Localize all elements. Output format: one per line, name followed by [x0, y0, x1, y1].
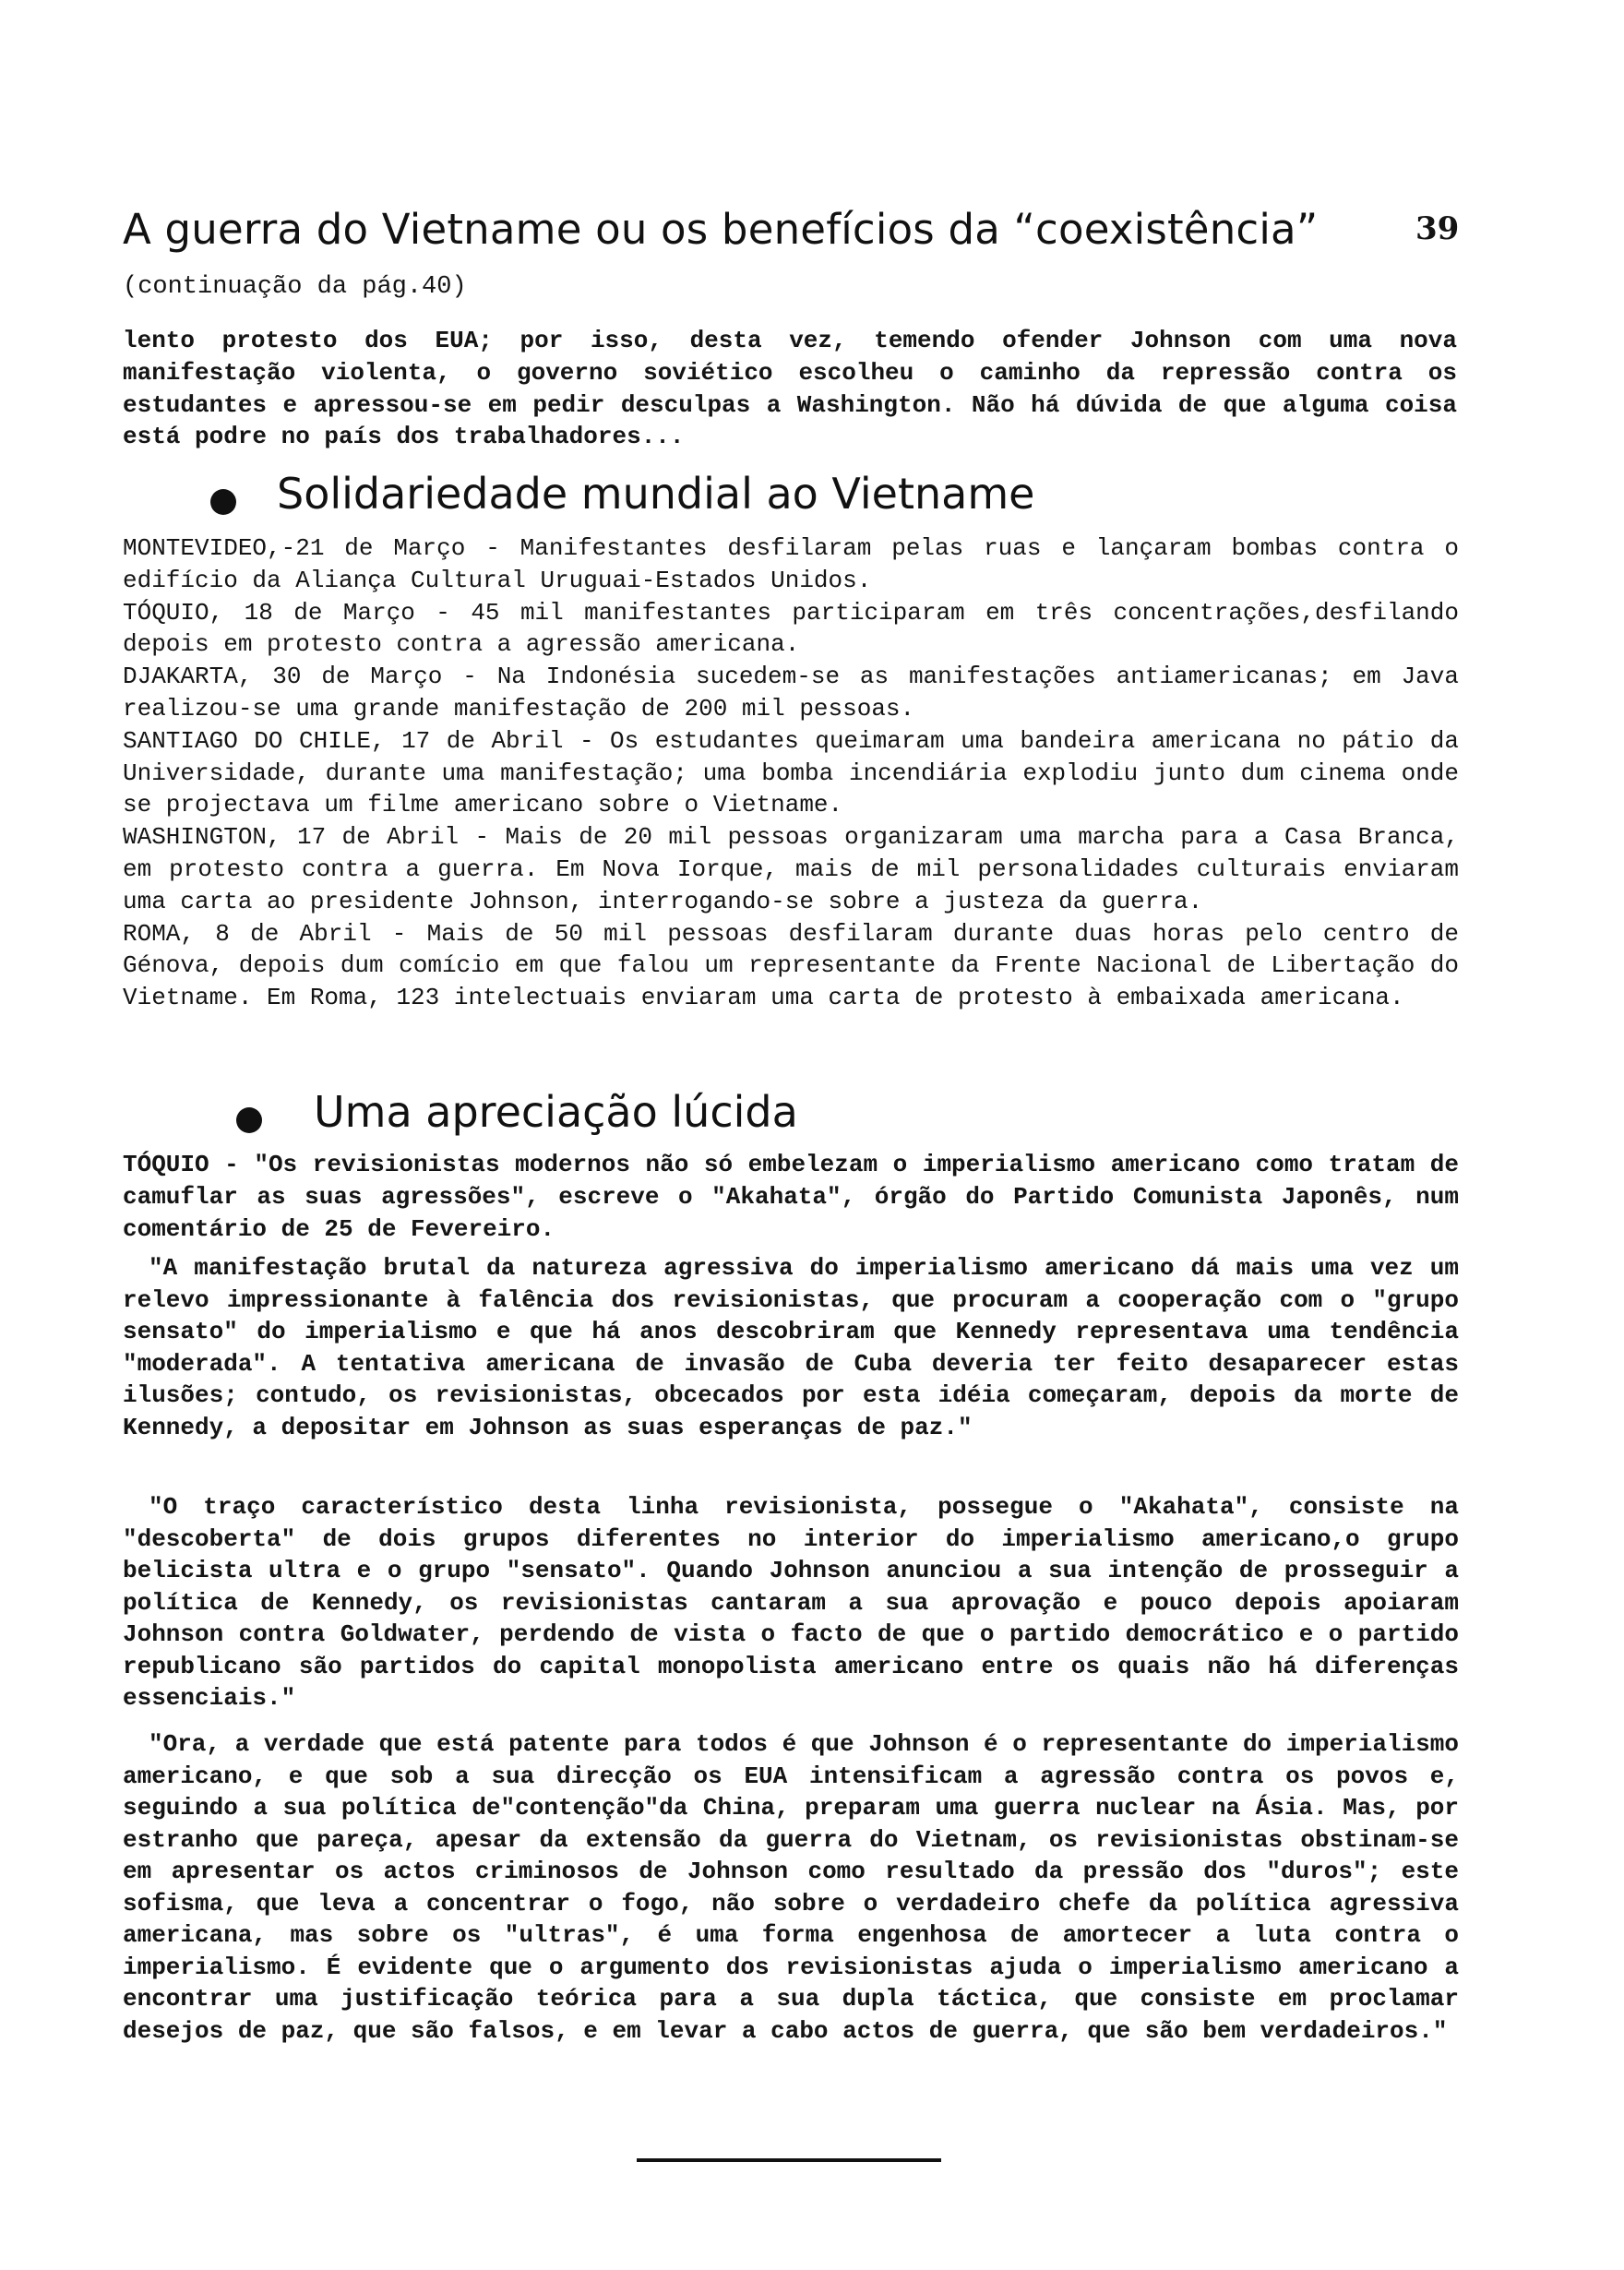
- intro-paragraph: lento protesto dos EUA; por isso, desta vez, temendo ofender Johnson com uma nova manifestação violenta, o governo soviético escolheu o caminho da repressão contra os estudantes e apressou-se em pedir desculpas a Washington. Não há dúvida de que alguma coisa está podre no país dos trabalhadores...: [123, 327, 1457, 451]
- section-heading-solidarity: Solidariedade mundial ao Vietname: [277, 469, 1035, 519]
- page-number: 39: [1415, 210, 1460, 247]
- article-title: A guerra do Vietname ou os benefícios da “coexistência”: [123, 205, 1319, 254]
- quote-paragraph: "A manifestação brutal da natureza agressiva do imperialismo americano dá mais uma vez um relevo impressionante à falência dos revisionistas, que procuram a cooperação com o "grupo sensato" do imperialismo e que há anos descobriram que Kennedy representava uma tendência "moderada". A tentativa americana de invasão de Cuba deveria ter feito desaparecer estas ilusões; contudo, os revisionistas, obcecados por esta idéia começaram, depois da morte de Kennedy, a depositar em Johnson as suas esperanças de paz.": [123, 1254, 1459, 1441]
- section-heading-appreciation: Uma apreciação lúcida: [314, 1087, 798, 1137]
- bullet-icon: [210, 489, 236, 515]
- news-item-washington: WASHINGTON, 17 de Abril - Mais de 20 mil pessoas organizaram uma marcha para a Casa Branca, em protesto contra a guerra. Em Nova Iorque, mais de mil personalidades culturais enviaram uma carta ao presidente Johnson, interrogando-se sobre a justeza da guerra.: [123, 823, 1459, 915]
- news-item-roma: ROMA, 8 de Abril - Mais de 50 mil pessoas desfilaram durante duas horas pelo centro de Génova, depois dum comício em que falou um representante da Frente Nacional de Libertação do Vietname. Em Roma, 123 intelectuais enviaram uma carta de protesto à embaixada americana.: [123, 919, 1459, 1012]
- bullet-icon: [236, 1107, 262, 1133]
- news-item-toquio: TÓQUIO, 18 de Março - 45 mil manifestantes participaram em três concentrações,desfilando depois em protesto contra a agressão americana.: [123, 598, 1459, 659]
- news-item-montevideo: MONTEVIDEO,-21 de Março - Manifestantes desfilaram pelas ruas e lançaram bombas contra o edifício da Aliança Cultural Uruguai-Estados Unidos.: [123, 534, 1459, 594]
- news-item-djakarta: DJAKARTA, 30 de Março - Na Indonésia sucedem-se as manifestações antiamericanas; em Java realizou-se uma grande manifestação de 200 mil pessoas.: [123, 663, 1459, 723]
- section2-intro: TÓQUIO - "Os revisionistas modernos não só embelezam o imperialismo americano como tratam de camuflar as suas agressões", escreve o "Akahata", órgão do Partido Comunista Japonês, num comentário de 25 de Fevereiro.: [123, 1151, 1459, 1243]
- news-list: [123, 532, 1459, 1014]
- closing-rule: [637, 2158, 941, 2162]
- quote-paragraph: "Ora, a verdade que está patente para todos é que Johnson é o representante do imperialismo americano, e que sob a sua direcção os EUA intensificam a agressão contra os povos e, seguindo a sua política de"contenção"da China, preparam uma guerra nuclear na Ásia. Mas, por estranho que pareça, apesar da extensão da guerra do Vietnam, os revisionistas obstinam-se em apresentar os actos criminosos de Johnson como resultado da pressão dos "duros"; este sofisma, que leva a concentrar o fogo, não sobre o verdadeiro chefe da política agressiva americana, mas sobre os "ultras", é uma forma engenhosa de amortecer a luta contra o imperialismo. É evidente que o argumento dos revisionistas ajuda o imperialismo americano a encontrar uma justificação teórica para a sua dupla táctica, que consiste em proclamar desejos de paz, que são falsos, e em levar a cabo actos de guerra, que são bem verdadeiros.": [123, 1730, 1459, 2045]
- continuation-note: (continuação da pág.40): [123, 273, 467, 301]
- news-item-santiago: SANTIAGO DO CHILE, 17 de Abril - Os estudantes queimaram uma bandeira americana no pátio da Universidade, durante uma manifestação; uma bomba incendiária explodiu junto dum cinema onde se projectava um filme americano sobre o Vietname.: [123, 726, 1459, 819]
- quote-paragraph: "O traço característico desta linha revisionista, possegue o "Akahata", consiste na "descoberta" de dois grupos diferentes no interior do imperialismo americano,o grupo belicista ultra e o grupo "sensato". Quando Johnson anunciou a sua intenção de prosseguir a política de Kennedy, os revisionistas cantaram a sua aprovação e pouco depois apoiaram Johnson contra Goldwater, perdendo de vista o facto de que o partido democrático e o partido republicano são partidos do capital monopolista americano entre os quais não há diferenças essenciais.": [123, 1493, 1459, 1712]
